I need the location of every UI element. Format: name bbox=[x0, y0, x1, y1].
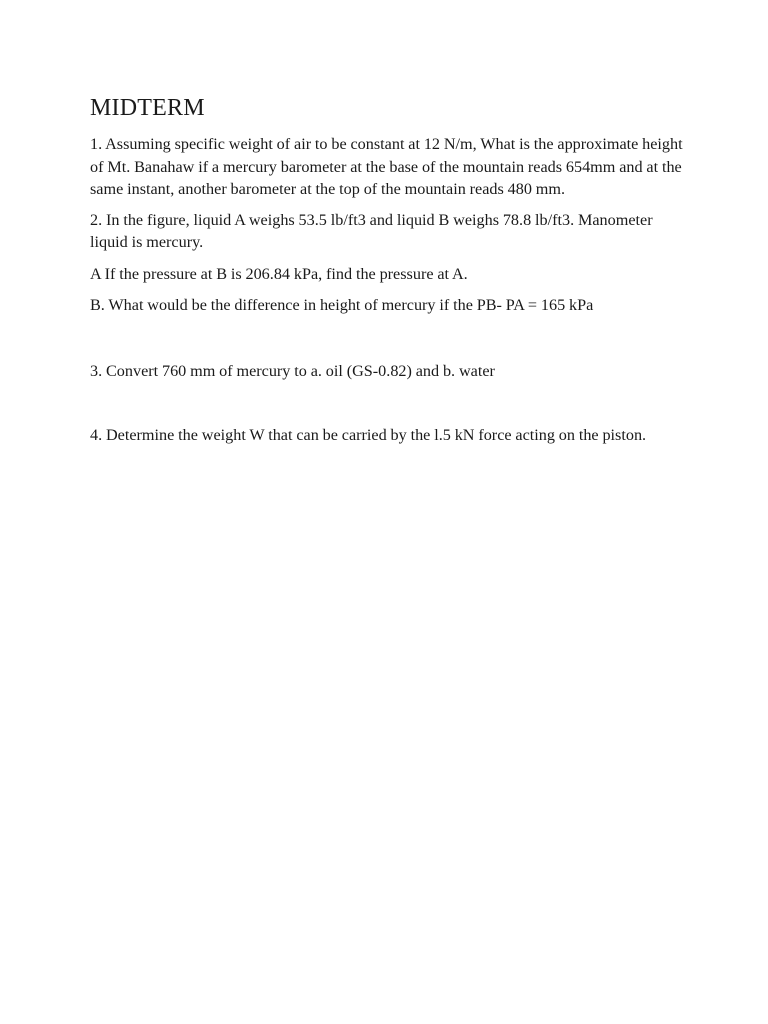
document-page bbox=[90, 93, 690, 447]
question-2-part-b: B. What would be the difference in height of mercury if the PB- PA = 165 kPa bbox=[90, 296, 594, 314]
question-2-part-a: A If the pressure at B is 206.84 kPa, find the pressure at A. bbox=[90, 264, 468, 283]
question-1: 1. Assuming specific weight of air to be constant at 12 N/m, What is the approximate height of Mt. Banahaw if a mercury barometer at the base of the mountain reads 654mm and at the same instant, another barometer at the top of the mountain reads 480 mm. bbox=[90, 135, 683, 198]
question-2: 2. In the figure, liquid A weighs 53.5 lb/ft3 and liquid B weighs 78.8 lb/ft3. Manometer liquid is mercury. bbox=[90, 210, 653, 251]
question-3: 3. Convert 760 mm of mercury to a. oil (GS-0.82) and b. water bbox=[90, 361, 495, 380]
document-title: MIDTERM bbox=[90, 95, 205, 121]
question-4: 4. Determine the weight W that can be carried by the l.5 kN force acting on the piston. bbox=[90, 426, 647, 444]
